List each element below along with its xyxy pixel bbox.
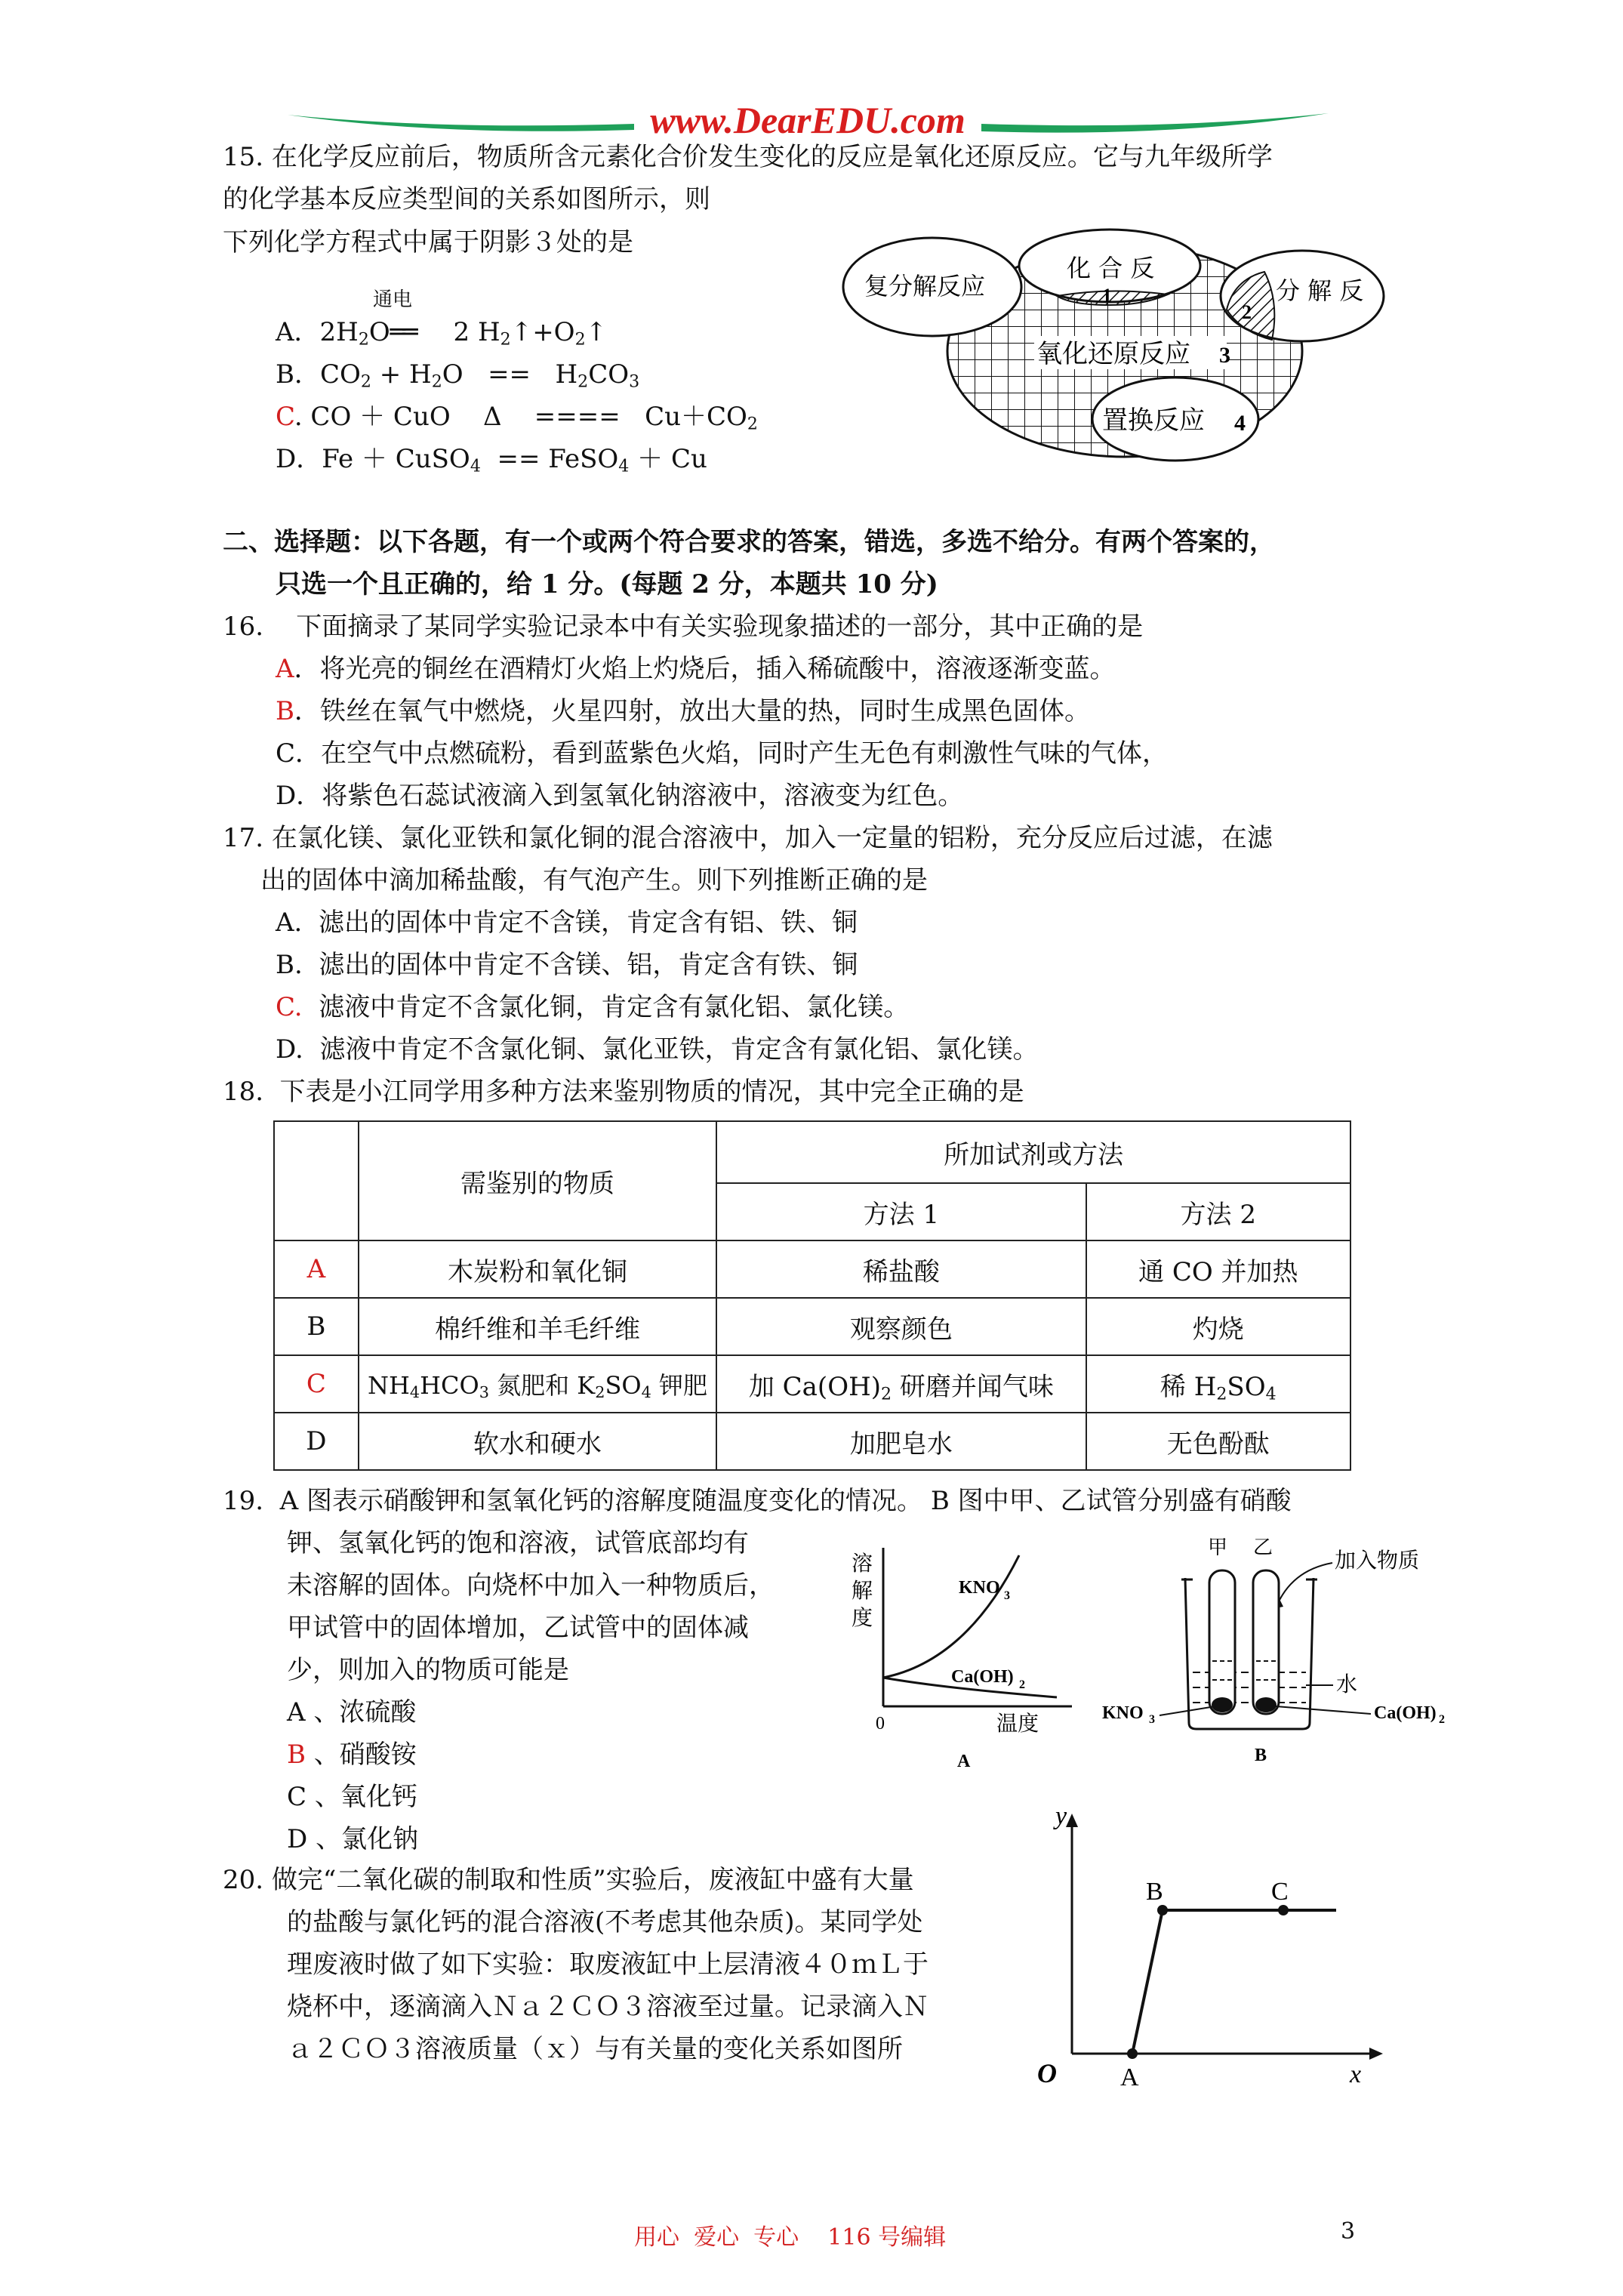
svg-text:2: 2 (1019, 1678, 1025, 1691)
svg-text:水: 水 (1336, 1672, 1358, 1697)
q17-option-d: D. 滤液中肯定不含氯化铜、氯化亚铁，肯定含有氯化铝、氯化镁。 (276, 1034, 1039, 1065)
q15-option-d: D．Fe ＋ CuSO$_4$ == FeSO$_4$ ＋ Cu (276, 444, 707, 476)
beaker (1185, 1578, 1313, 1729)
svg-text:3: 3 (1149, 1713, 1155, 1726)
table-row (274, 1355, 1350, 1413)
page-number: 3 (1341, 2218, 1356, 2245)
q19-figure-a (845, 1540, 1087, 1782)
q16-option-a: A．将光亮的铜丝在酒精灯火焰上灼烧后，插入稀硫酸中，溶液逐渐变蓝。 (276, 654, 1116, 684)
table-row (274, 1121, 1350, 1183)
point-c (1278, 1905, 1289, 1915)
table-cell: 灼烧 (1086, 1298, 1350, 1355)
q15-option-b: B．$CO_2 + H_2O == H_2CO_3$ (276, 359, 640, 392)
q20-line-1: 20. 做完“二氧化碳的制取和性质”实验后，废液缸中盛有大量 (223, 1865, 914, 1895)
venn-label-double: 复分解反应 (864, 272, 986, 300)
q19-figure-b (1087, 1525, 1480, 1782)
table-cell: 观察颜色 (716, 1298, 1086, 1355)
table-cell: 软水和硬水 (359, 1413, 716, 1470)
q20-line-2: 的盐酸与氯化钙的混合溶液(不考虑其他杂质)。某同学处 (287, 1907, 923, 1937)
svg-text:解: 解 (852, 1578, 873, 1603)
table-cell-key: D (274, 1413, 359, 1470)
header-swoosh-right (981, 113, 1329, 133)
q19-option-a: A 、浓硫酸 (287, 1697, 417, 1727)
svg-text:甲: 甲 (1208, 1536, 1228, 1559)
header-site-text: www.DearEDU.com (650, 100, 965, 141)
venn-number-4: 4 (1234, 411, 1246, 436)
table-header-method1: 方法 1 (716, 1183, 1086, 1240)
kno3-curve (883, 1555, 1019, 1678)
svg-text:Ca(OH): Ca(OH) (1374, 1703, 1437, 1723)
svg-text:3: 3 (1004, 1589, 1010, 1602)
table-cell-key: C (274, 1355, 359, 1413)
svg-text:A: A (1120, 2063, 1139, 2091)
q19-line-3: 未溶解的固体。向烧杯中加入一种物质后， (287, 1570, 775, 1601)
q17-stem-1: 17. 在氯化镁、氯化亚铁和氯化铜的混合溶液中，加入一定量的铝粉，充分反应后过滤，在滤 (223, 823, 1273, 853)
header-swoosh-left (287, 115, 634, 131)
section2-instructions-2: 只选一个且正确的，给 1 分。(每题 2 分，本题共 10 分) (276, 569, 938, 599)
q15-option-a: A．$2H_2O══$ 2 $H_2↑+O_2↑$ (276, 317, 608, 350)
q19-option-b: B 、硝酸铵 (287, 1740, 417, 1770)
venn-label-combination: 化 合 反 (1067, 254, 1155, 282)
table-cell: 无色酚酞 (1086, 1413, 1350, 1470)
venn-number-3: 3 (1219, 343, 1230, 368)
table-cell: 稀 $H_2SO_4$ (1086, 1355, 1350, 1413)
table-row (274, 1240, 1350, 1298)
q18-table (273, 1120, 1351, 1471)
svg-text:KNO: KNO (959, 1578, 1000, 1598)
q18-stem: 18. 下表是小江同学用多种方法来鉴别物质的情况，其中完全正确的是 (223, 1077, 1024, 1107)
table-row (274, 1298, 1350, 1355)
point-a (1127, 2048, 1138, 2059)
table-row (274, 1413, 1350, 1470)
q17-option-c: C. 滤液中肯定不含氯化铜，肯定含有氯化铝、氯化镁。 (276, 992, 910, 1022)
venn-label-displacement: 置换反应 (1102, 405, 1205, 436)
q16-stem: 16. 下面摘录了某同学实验记录本中有关实验现象描述的一部分，其中正确的是 (223, 612, 1144, 642)
q15-line-3: 下列化学方程式中属于阴影３处的是 (223, 227, 633, 257)
q20-graph (1019, 1797, 1397, 2099)
svg-text:A: A (957, 1752, 971, 1771)
q15-option-c: C. CO ＋ CuO Δ ==== $Cu+CO_2$ (276, 402, 758, 434)
svg-text:O: O (1037, 2058, 1057, 2088)
venn-label-oxidation: 氧化还原反应 (1036, 339, 1190, 369)
table-cell (274, 1121, 359, 1240)
svg-text:B: B (1255, 1746, 1267, 1765)
table-header-substance: 需鉴别的物质 (359, 1121, 716, 1240)
q19-option-c: C 、氧化钙 (287, 1782, 417, 1812)
q16-option-d: D．将紫色石蕊试液滴入到氢氧化钠溶液中，溶液变为红色。 (276, 781, 964, 811)
q20-line-4: 烧杯中，逐滴滴入Ｎａ２ＣＯ３溶液至过量。记录滴入Ｎ (287, 1992, 929, 2022)
svg-text:乙: 乙 (1253, 1536, 1273, 1559)
q20-line-3: 理废液时做了如下实验：取废液缸中上层清液４０ｍＬ于 (287, 1949, 929, 1980)
q17-option-a: A. 滤出的固体中肯定不含镁，肯定含有铝、铁、铜 (276, 908, 858, 938)
svg-text:C: C (1271, 1878, 1289, 1906)
point-b (1157, 1905, 1168, 1915)
svg-text:Ca(OH): Ca(OH) (951, 1667, 1014, 1687)
q17-option-b: B. 滤出的固体中肯定不含镁、铝，肯定含有铁、铜 (276, 950, 858, 980)
tube-jia (1209, 1570, 1235, 1714)
table-cell: 通 CO 并加热 (1086, 1240, 1350, 1298)
venn-number-2: 2 (1242, 301, 1252, 323)
table-cell-key: B (274, 1298, 359, 1355)
q19-stem: 19. A 图表示硝酸钾和氢氧化钙的溶解度随温度变化的情况。 B 图中甲、乙试管分别盛有硝酸 (223, 1486, 1292, 1516)
svg-text:2: 2 (1439, 1713, 1445, 1726)
svg-text:温度: 温度 (996, 1711, 1039, 1736)
header-logo (287, 100, 1329, 145)
table-cell: 木炭粉和氧化铜 (359, 1240, 716, 1298)
q15-line-1: 15. 在化学反应前后，物质所含元素化合价发生变化的反应是氧化还原反应。它与九年级所学 (223, 142, 1273, 172)
tube-yi (1253, 1570, 1279, 1714)
svg-text:度: 度 (852, 1605, 873, 1630)
q19-option-d: D 、氯化钠 (287, 1824, 419, 1854)
venn-number-1: 1 (1102, 285, 1112, 307)
table-cell: 加 $Ca(OH)_2$ 研磨并闻气味 (716, 1355, 1086, 1413)
table-cell: $NH_4HCO_3$ 氮肥和 $K_2SO_4$ 钾肥 (359, 1355, 716, 1413)
svg-text:加入物质: 加入物质 (1335, 1548, 1420, 1573)
svg-text:y: y (1055, 1802, 1067, 1830)
table-header-methods: 所加试剂或方法 (716, 1121, 1350, 1183)
table-cell: 稀盐酸 (716, 1240, 1086, 1298)
table-cell: 加肥皂水 (716, 1413, 1086, 1470)
svg-text:B: B (1146, 1878, 1163, 1906)
table-header-method2: 方法 2 (1086, 1183, 1350, 1240)
q20-graph-line (1132, 1910, 1336, 2054)
venn-label-decomposition: 分 解 反 (1276, 276, 1364, 305)
svg-text:溶: 溶 (852, 1551, 873, 1576)
footer-text: 用心 爱心 专心 116 号编辑 (634, 2224, 947, 2251)
q19-line-4: 甲试管中的固体增加，乙试管中的固体减 (287, 1613, 749, 1643)
svg-text:KNO: KNO (1102, 1703, 1144, 1723)
q15-line-2: 的化学基本反应类型间的关系如图所示，则 (223, 184, 710, 214)
table-cell-key: A (274, 1240, 359, 1298)
q16-option-c: C．在空气中点燃硫粉，看到蓝紫色火焰，同时产生无色有刺激性气味的气体， (276, 738, 1169, 769)
q16-option-b: B．铁丝在氧气中燃烧，火星四射，放出大量的热，同时生成黑色固体。 (276, 696, 1090, 726)
svg-text:x: x (1350, 2060, 1362, 2088)
q15-venn-diagram (842, 227, 1400, 476)
svg-text:0: 0 (876, 1714, 885, 1734)
q20-line-5: ａ２ＣＯ３溶液质量（ｘ）与有关量的变化关系如图所 (287, 2034, 903, 2064)
q19-line-5: 少，则加入的物质可能是 (287, 1655, 569, 1685)
table-cell: 棉纤维和羊毛纤维 (359, 1298, 716, 1355)
section2-instructions-1: 二、选择题：以下各题，有一个或两个符合要求的答案，错选，多选不给分。有两个答案的， (223, 527, 1275, 557)
q19-line-2: 钾、氢氧化钙的饱和溶液，试管底部均有 (287, 1528, 749, 1558)
q17-stem-2: 出的固体中滴加稀盐酸，有气泡产生。则下列推断正确的是 (260, 865, 928, 895)
q15-annotation-tongdian: 通电 (373, 288, 413, 311)
